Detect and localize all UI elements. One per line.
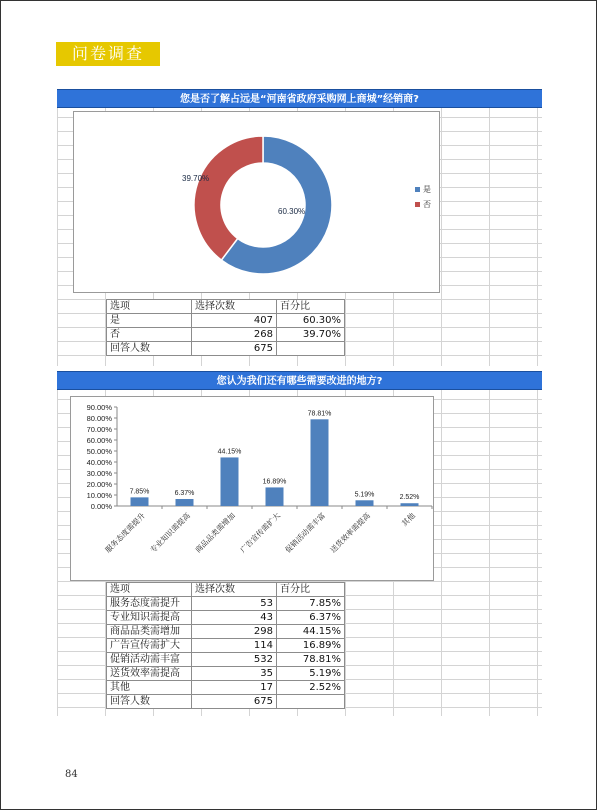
x-category-label: 其他 bbox=[399, 511, 417, 529]
cell-count: 17 bbox=[192, 681, 277, 695]
header-option: 选项 bbox=[107, 583, 192, 597]
y-tick-label: 80.00% bbox=[86, 414, 112, 423]
table-row bbox=[107, 639, 345, 653]
bar bbox=[311, 419, 329, 506]
q2-bar-chart bbox=[70, 396, 434, 581]
cell-percent: 2.52% bbox=[277, 681, 345, 695]
cell-count: 298 bbox=[192, 625, 277, 639]
y-tick-label: 10.00% bbox=[86, 491, 112, 500]
bar-data-label: 2.52% bbox=[399, 494, 420, 502]
q1-banner: 您是否了解占远是“河南省政府采购网上商城”经销商? bbox=[57, 89, 542, 108]
page-number: 84 bbox=[65, 769, 78, 780]
cell-total-label: 回答人数 bbox=[107, 695, 192, 709]
table-header-row bbox=[107, 583, 345, 597]
bar-data-label: 6.37% bbox=[174, 489, 195, 497]
cell-count: 43 bbox=[192, 611, 277, 625]
cell-percent: 6.37% bbox=[277, 611, 345, 625]
header-option: 选项 bbox=[107, 300, 192, 314]
cell-option: 其他 bbox=[107, 681, 192, 695]
table-row bbox=[107, 314, 345, 328]
y-tick-label: 20.00% bbox=[86, 480, 112, 489]
q1-donut-chart bbox=[73, 111, 440, 293]
cell-percent: 5.19% bbox=[277, 667, 345, 681]
y-tick-label: 70.00% bbox=[86, 425, 112, 434]
cell-count: 114 bbox=[192, 639, 277, 653]
cell-count: 532 bbox=[192, 653, 277, 667]
cell-total-label: 回答人数 bbox=[107, 342, 192, 356]
bar bbox=[176, 499, 194, 506]
header-count: 选择次数 bbox=[192, 300, 277, 314]
cell-percent: 60.30% bbox=[277, 314, 345, 328]
donut-label: 60.30% bbox=[278, 207, 306, 216]
bar-data-label: 7.85% bbox=[129, 488, 150, 496]
spreadsheet-q2 bbox=[57, 371, 542, 716]
cell-percent: 78.81% bbox=[277, 653, 345, 667]
bar bbox=[356, 500, 374, 506]
bar bbox=[266, 487, 284, 506]
cell-percent: 39.70% bbox=[277, 328, 345, 342]
bar-data-label: 44.15% bbox=[217, 448, 242, 456]
table-row bbox=[107, 611, 345, 625]
header-percent: 百分比 bbox=[277, 300, 345, 314]
y-tick-label: 40.00% bbox=[86, 458, 112, 467]
bar-data-label: 5.19% bbox=[354, 491, 375, 499]
table-row bbox=[107, 667, 345, 681]
y-tick-label: 30.00% bbox=[86, 469, 112, 478]
x-category-label: 服务态度需提升 bbox=[103, 511, 147, 555]
table-header-row bbox=[107, 300, 345, 314]
table-total-row bbox=[107, 695, 345, 709]
spreadsheet-q1 bbox=[57, 89, 542, 366]
legend-label: 否 bbox=[423, 200, 431, 209]
bar-data-label: 16.89% bbox=[262, 478, 287, 486]
cell-count: 407 bbox=[192, 314, 277, 328]
q2-table bbox=[106, 582, 345, 709]
x-category-label: 商品品类需增加 bbox=[193, 511, 237, 555]
table-row bbox=[107, 681, 345, 695]
bar bbox=[401, 503, 419, 506]
x-category-label: 广告宣传需扩大 bbox=[238, 511, 282, 555]
table-row bbox=[107, 653, 345, 667]
y-tick-label: 60.00% bbox=[86, 436, 112, 445]
header-percent: 百分比 bbox=[277, 583, 345, 597]
table-row bbox=[107, 328, 345, 342]
cell-total-value: 675 bbox=[192, 695, 277, 709]
x-category-label: 专业知识需提高 bbox=[148, 511, 192, 555]
q1-donut-svg bbox=[74, 112, 441, 294]
table-total-row bbox=[107, 342, 345, 356]
bar bbox=[131, 497, 149, 506]
q1-table bbox=[106, 299, 345, 356]
donut-label: 39.70% bbox=[182, 174, 210, 183]
y-tick-label: 90.00% bbox=[86, 403, 112, 412]
cell-option: 广告宣传需扩大 bbox=[107, 639, 192, 653]
cell-percent: 7.85% bbox=[277, 597, 345, 611]
cell-count: 268 bbox=[192, 328, 277, 342]
legend-swatch bbox=[415, 202, 420, 207]
table-row bbox=[107, 625, 345, 639]
y-tick-label: 0.00% bbox=[90, 502, 112, 511]
legend-swatch bbox=[415, 187, 420, 192]
q2-banner: 您认为我们还有哪些需要改进的地方? bbox=[57, 371, 542, 390]
q2-bar-svg bbox=[71, 397, 435, 582]
table-row bbox=[107, 597, 345, 611]
x-category-label: 促销活动需丰富 bbox=[283, 511, 327, 555]
bar-data-label: 78.81% bbox=[307, 410, 332, 418]
cell-percent: 16.89% bbox=[277, 639, 345, 653]
cell-option: 服务态度需提升 bbox=[107, 597, 192, 611]
cell-empty bbox=[277, 342, 345, 356]
section-title: 问卷调查 bbox=[56, 42, 160, 66]
cell-total-value: 675 bbox=[192, 342, 277, 356]
bar bbox=[221, 457, 239, 506]
cell-count: 53 bbox=[192, 597, 277, 611]
y-tick-label: 50.00% bbox=[86, 447, 112, 456]
cell-percent: 44.15% bbox=[277, 625, 345, 639]
cell-count: 35 bbox=[192, 667, 277, 681]
header-count: 选择次数 bbox=[192, 583, 277, 597]
cell-option: 促销活动需丰富 bbox=[107, 653, 192, 667]
cell-option: 是 bbox=[107, 314, 192, 328]
cell-empty bbox=[277, 695, 345, 709]
cell-option: 否 bbox=[107, 328, 192, 342]
cell-option: 送货效率需提高 bbox=[107, 667, 192, 681]
donut-slice bbox=[194, 136, 263, 260]
legend-label: 是 bbox=[423, 185, 431, 194]
x-category-label: 送货效率需提高 bbox=[328, 511, 372, 555]
cell-option: 商品品类需增加 bbox=[107, 625, 192, 639]
cell-option: 专业知识需提高 bbox=[107, 611, 192, 625]
